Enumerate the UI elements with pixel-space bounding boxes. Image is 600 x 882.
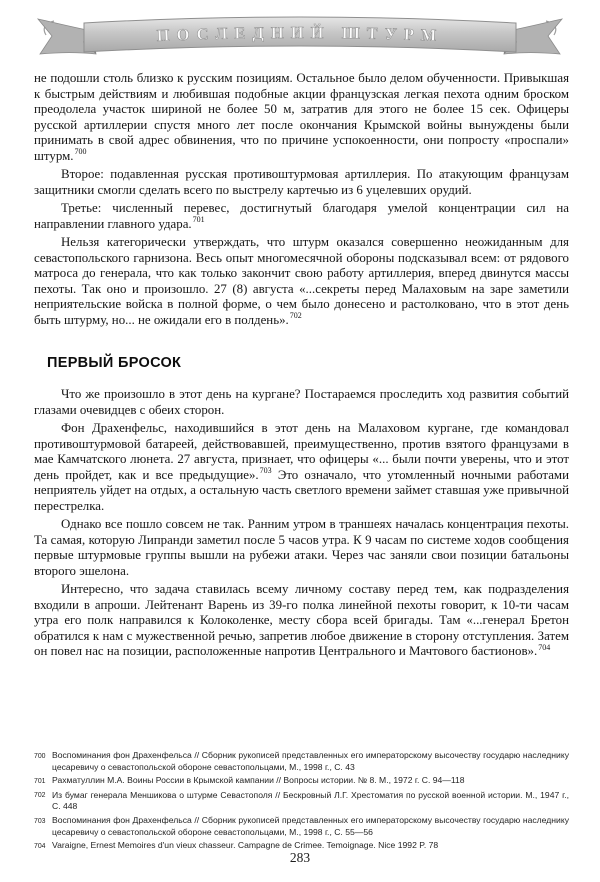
paragraph xyxy=(34,421,569,514)
page-body xyxy=(0,67,600,660)
paragraph-text: Что же произошло в этот день на кургане? Постараемся проследить ход развития событий глазами очевидцев с обеих сторон. xyxy=(34,387,569,417)
footnote-text: Воспоминания фон Драхенфельса // Сборник рукописей представленных его императорскому высочеству государю наследнику цесаревичу о севастопольской обороне севастопольцами, М., 1998 г., С. 55—56 xyxy=(52,815,569,837)
paragraph xyxy=(34,582,569,660)
footnote-ref-704: 704 xyxy=(538,642,551,652)
paragraph-text: Нельзя категорически утверждать, что штурм оказался совершенно неожиданным для севастопольского гарнизона. Весь опыт многомесячной обороны подсказывал всем: от рядового матроса до генерала, что как только закончит свою работу артиллерия, вперед двинутся массы пехоты. Так оно и произошло. 27 (8) августа «...секреты перед Малаховым на заре заметили неприятельские войска в полной форме, о чем было донесено и растолковано, что в этот день быть штурму, но... не ожидали его в полдень». xyxy=(34,235,569,327)
footnote-text: Рахматуллин М.А. Воины России в Крымской кампании // Вопросы истории. № 8. М., 1972 г. С. 94—118 xyxy=(52,775,465,786)
paragraph xyxy=(34,201,569,232)
footnote xyxy=(34,775,569,787)
paragraph-text: Фон Драхенфельс, находившийся в этот день на Малаховом кургане, где командовал противоштурмовой батареей, действовавшей, преимущественно, против взятого французами в мае Камчатского люнета. 27 августа, признает, что офицеры «... были почти уверены, что и этот день пройдет, как и все предыдущие». xyxy=(34,421,569,482)
paragraph-text: Однако все пошло совсем не так. Ранним утром в траншеях началась концентрация пехоты. Та самая, которую Липранди заметил после 5 часов утра. К 9 часам по системе ходов сообщения первые штурмовые группы вышли на рубежи атаки. Через час заняли свои позиции батальоны второго эшелона. xyxy=(34,517,569,578)
footnote xyxy=(34,815,569,838)
paragraph xyxy=(34,167,569,198)
footnotes-block xyxy=(34,750,569,855)
footnote-number: 700 xyxy=(34,752,46,760)
footnote-text: Из бумаг генерала Меншикова о штурме Севастополя // Бескровный Л.Г. Хрестоматия по русской военной истории. М., 1947 г., С. 448 xyxy=(52,789,569,812)
paragraph xyxy=(34,517,569,579)
footnote-number: 703 xyxy=(34,817,46,825)
banner-title: ПОСЛЕДНИЙ ШТУРМ xyxy=(156,22,444,46)
footnote xyxy=(34,790,569,813)
svg-text:ПОСЛЕДНИЙ ШТУРМ xyxy=(156,23,443,45)
footnote-ref-700: 700 xyxy=(74,147,87,157)
footnote-ref-703: 703 xyxy=(259,466,272,476)
footnote-number: 702 xyxy=(34,792,46,800)
footnote xyxy=(34,750,569,773)
footnote-number: 701 xyxy=(34,777,46,785)
paragraph xyxy=(34,71,569,164)
footnote-ref-701: 701 xyxy=(192,215,205,225)
paragraph-text: Это означало, что утомленный ночными работами неприятель уйдет на отдых, а остальную часть светлого времени займет ставшая уже привычной перестрелка. xyxy=(34,467,569,513)
chapter-banner xyxy=(0,0,600,67)
paragraph xyxy=(34,235,569,328)
paragraph-text: Второе: подавленная русская противоштурмовая артиллерия. По атакующим французам защитники смогли сделать всего по выстрелу картечью из 6 уцелевших орудий. xyxy=(34,167,569,197)
section-heading: ПЕРВЫЙ БРОСОК xyxy=(47,355,182,371)
paragraph xyxy=(34,387,569,418)
paragraph-text: не подошли столь близко к русским позициям. Остальное было делом обученности. Привыкшая к быстрым действиям и любившая подобные акции французская легкая пехота одним броском преодолела участок шириной не более 50 м, затратив для этого не более 15 сек. Офицеры русской артиллерии спустя много лет после окончания Крымской войны вынуждены были принимать в свой адрес обвинения, что по причине успокоенности, они попросту «проспали» штурм. xyxy=(34,71,569,163)
paragraph-text: Интересно, что задача ставилась всему личному составу перед тем, как подразделения входили в апроши. Лейтенант Варень из 39-го полка линейной пехоты говорит, к 10-ти часам утра его полк направился к Колоколенке, месту сбора всей бригады. Там «...генерал Бретон обратился к нам с мужественной речью, запретив любое движение в сторону отступления. Затем он повел нас на позиции, расположенные напротив Центрального и Мачтового бастионов». xyxy=(34,582,569,658)
footnote-text: Varaigne, Ernest Memoires d'un vieux chasseur. Campagne de Crimee. Temoignage. Nice 1992 P. 78 xyxy=(52,840,439,851)
footnote-number: 704 xyxy=(34,842,46,850)
ribbon-banner-graphic xyxy=(30,7,570,65)
footnote-ref-702: 702 xyxy=(289,311,302,321)
paragraph-text: Третье: численный перевес, достигнутый благодаря умелой концентрации сил на направлении главного удара. xyxy=(34,201,569,231)
page-number: 283 xyxy=(289,850,311,865)
footnote-text: Воспоминания фон Драхенфельса // Сборник рукописей представленных его императорскому высочеству государю наследнику цесаревичу о севастопольской обороне севастопольцами, М., 1998 г., С. 43 xyxy=(52,750,569,772)
